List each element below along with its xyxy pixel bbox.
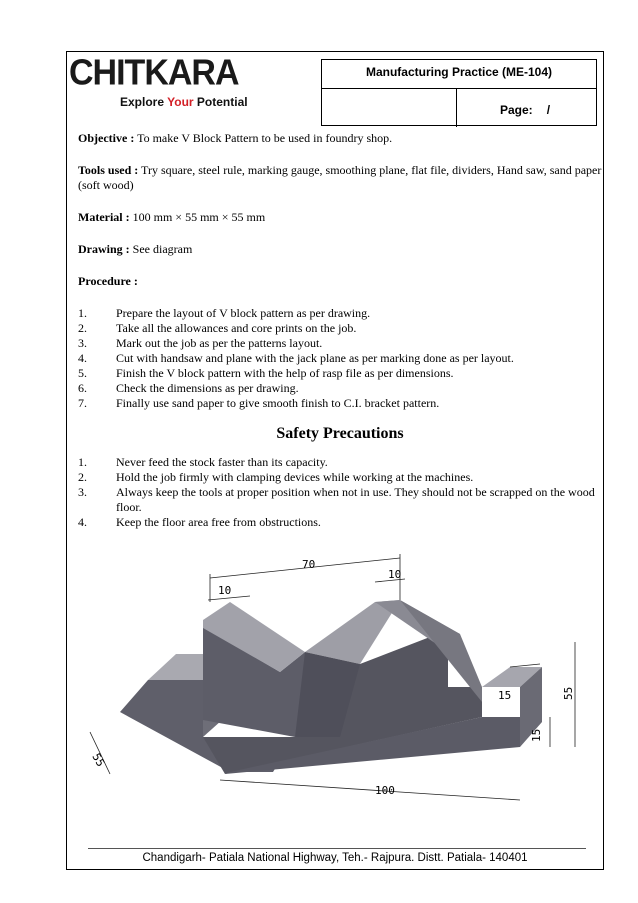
dim-right-step: 15 (498, 689, 512, 702)
list-item: 6. Check the dimensions as per drawing. (78, 381, 299, 395)
list-item: 5. Finish the V block pattern with the help of rasp file as per dimensions. (78, 366, 454, 380)
procedure-list (78, 306, 602, 411)
dim-depth: 55 (89, 751, 108, 769)
dim-left-top: 10 (218, 584, 232, 597)
procedure-heading: Procedure : (78, 274, 138, 288)
footer-address: Chandigarh- Patiala National Highway, Teh.- Rajpura. Distt. Patiala- 140401 (142, 852, 528, 864)
page-number: Page: / (500, 103, 551, 117)
page-row (322, 89, 596, 127)
dim-step-height: 15 (530, 728, 543, 742)
dim-top-width: 70 (302, 558, 316, 571)
list-item: 7. Finally use sand paper to give smooth finish to C.I. bracket pattern. (78, 396, 440, 410)
dim-length: 100 (375, 784, 395, 797)
logo-tagline: Explore Your Potential (120, 95, 248, 109)
list-item: 4. Cut with handsaw and plane with the jack plane as per marking done as per layout. (78, 351, 514, 365)
document-body (78, 131, 602, 530)
material: Material : 100 mm × 55 mm × 55 mm (78, 210, 266, 224)
list-item: 3. Mark out the job as per the patterns layout. (78, 336, 323, 350)
safety-title: Safety Precautions (276, 425, 404, 442)
list-item: 1. Prepare the layout of V block pattern as per drawing. (78, 306, 371, 320)
list-item: 1. Never feed the stock faster than its capacity. (78, 455, 328, 469)
dim-height: 55 (562, 686, 575, 700)
safety-list (78, 455, 602, 530)
v-block-diagram (70, 542, 598, 802)
list-item: 4. Keep the floor area free from obstructions. (78, 515, 321, 529)
tools-used: Tools used : Try square, steel rule, marking gauge, smoothing plane, flat file, dividers, Hand saw, sand paper (soft wood) (78, 163, 602, 192)
dim-right-top: 10 (388, 568, 402, 581)
drawing-ref: Drawing : See diagram (78, 242, 193, 256)
list-item: 2. Hold the job firmly with clamping devices while working at the machines. (78, 470, 474, 484)
list-item: 2. Take all the allowances and core prints on the job. (78, 321, 357, 335)
objective: Objective : To make V Block Pattern to be used in foundry shop. (78, 131, 393, 145)
list-item: 3. Always keep the tools at proper position when not in use. They should not be scrapped on the wood floor. (78, 485, 595, 514)
table-divider (456, 89, 457, 127)
header-info-table (321, 59, 597, 126)
logo-wordmark: CHITKARA (69, 53, 239, 93)
course-title: Manufacturing Practice (ME-104) (322, 60, 596, 89)
footer-rule (88, 848, 586, 849)
chitkara-logo (69, 53, 248, 109)
